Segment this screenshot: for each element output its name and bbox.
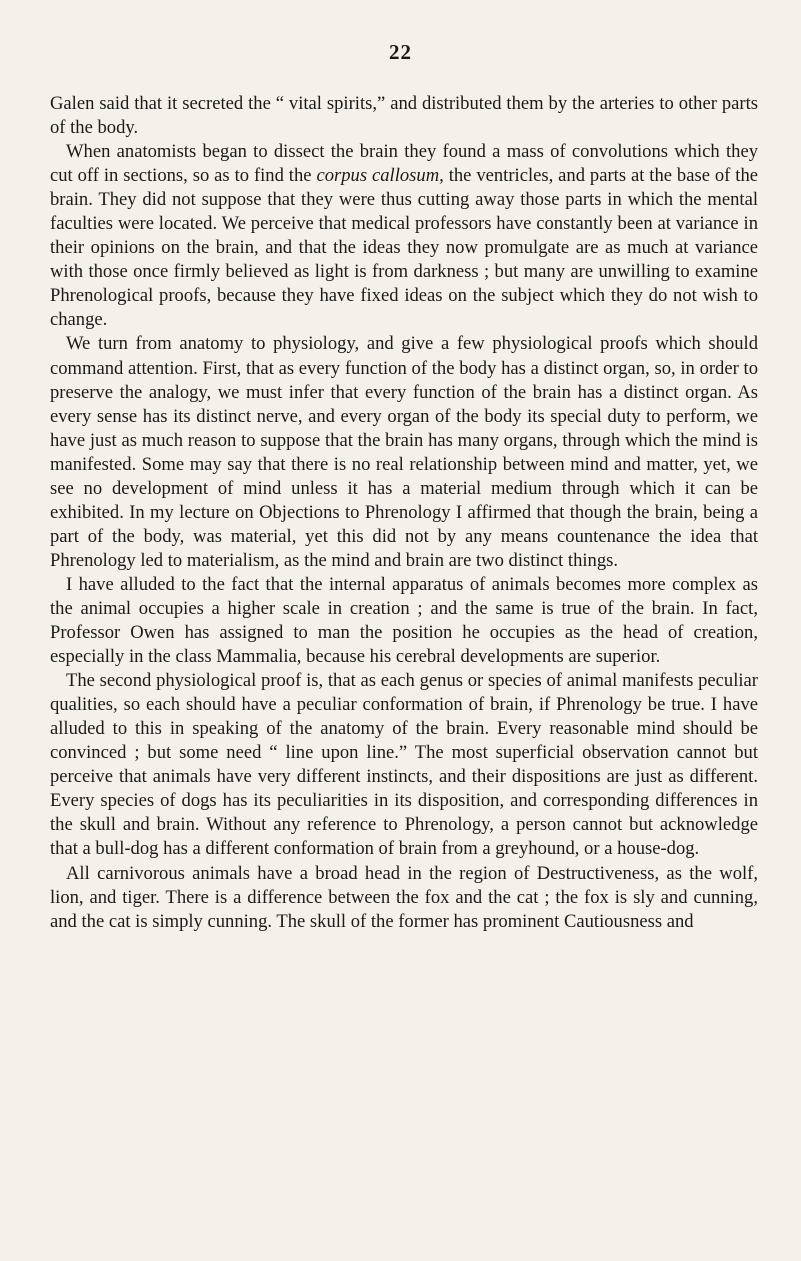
body-text bbox=[50, 92, 758, 934]
page-number: 22 bbox=[389, 40, 412, 64]
paragraph-2-part-a: When anatomists began to dissect the brain they found a mass of convolutions which they cut off in sections, so as to find the bbox=[50, 141, 758, 187]
paragraph-4: I have alluded to the fact that the internal apparatus of animals becomes more complex as the animal occupies a higher scale in creation ; and the same is true of the brain. In fact, Professor Owen has assigned to man the position he occupies as the head of creation, especially in the class Mammalia, because his cerebral developments are superior. bbox=[50, 573, 758, 668]
paragraph-2 bbox=[50, 140, 758, 332]
paragraph-6: All carnivorous animals have a broad head in the region of Destructiveness, as the wolf, lion, and tiger. There is a difference between the fox and the cat ; the fox is sly and cunning, and the cat is simply cunning. The skull of the former has prominent Cautiousness and bbox=[50, 862, 758, 932]
corpus-callosum-term: corpus callosum, bbox=[316, 165, 444, 187]
paragraph-2-part-b: the ventricles, and parts at the base of the brain. They did not suppose that they were thus cutting away those parts in which the mental faculties were located. We perceive that medical professors have constantly been at variance in their opinions on the brain, and that the ideas they now promulgate are as much at variance with those once firmly believed as light is from darkness ; but many are unwilling to examine Phrenological proofs, because they have fixed ideas on the subject which they do not wish to change. bbox=[50, 165, 759, 331]
paragraph-1: Galen said that it secreted the “ vital spirits,” and distributed them by the arteries to other parts of the body. bbox=[50, 93, 758, 139]
paragraph-5: The second physiological proof is, that as each genus or species of animal manifests peculiar qualities, so each should have a peculiar conformation of brain, if Phrenology be true. I have alluded to this in speaking of the anatomy of the brain. Every reasonable mind should be convinced ; but some need “ line upon line.” The most superficial observation cannot but perceive that animals have very different instincts, and their dispositions are just as different. Every species of dogs has its peculiarities in its disposition, and corresponding differences in the skull and brain. Without any reference to Phrenology, a person cannot but acknowledge that a bull-dog has a different conformation of brain from a greyhound, or a house-dog. bbox=[50, 670, 758, 860]
paragraph-3: We turn from anatomy to physiology, and give a few physiological proofs which should command attention. First, that as every function of the body has a distinct organ, so, in order to preserve the analogy, we must infer that every function of the brain has a distinct organ. As every sense has its distinct nerve, and every organ of the body its special duty to perform, we have just as much reason to suppose that the brain has many organs, through which the mind is manifested. Some may say that there is no real relationship between mind and matter, yet, we see no development of mind unless it has a material medium through which it can be exhibited. In my lecture on Objections to Phrenology I affirmed that though the brain, being a part of the body, was material, yet this did not by any means countenance the idea that Phrenology led to materialism, as the mind and brain are two distinct things. bbox=[50, 333, 758, 571]
